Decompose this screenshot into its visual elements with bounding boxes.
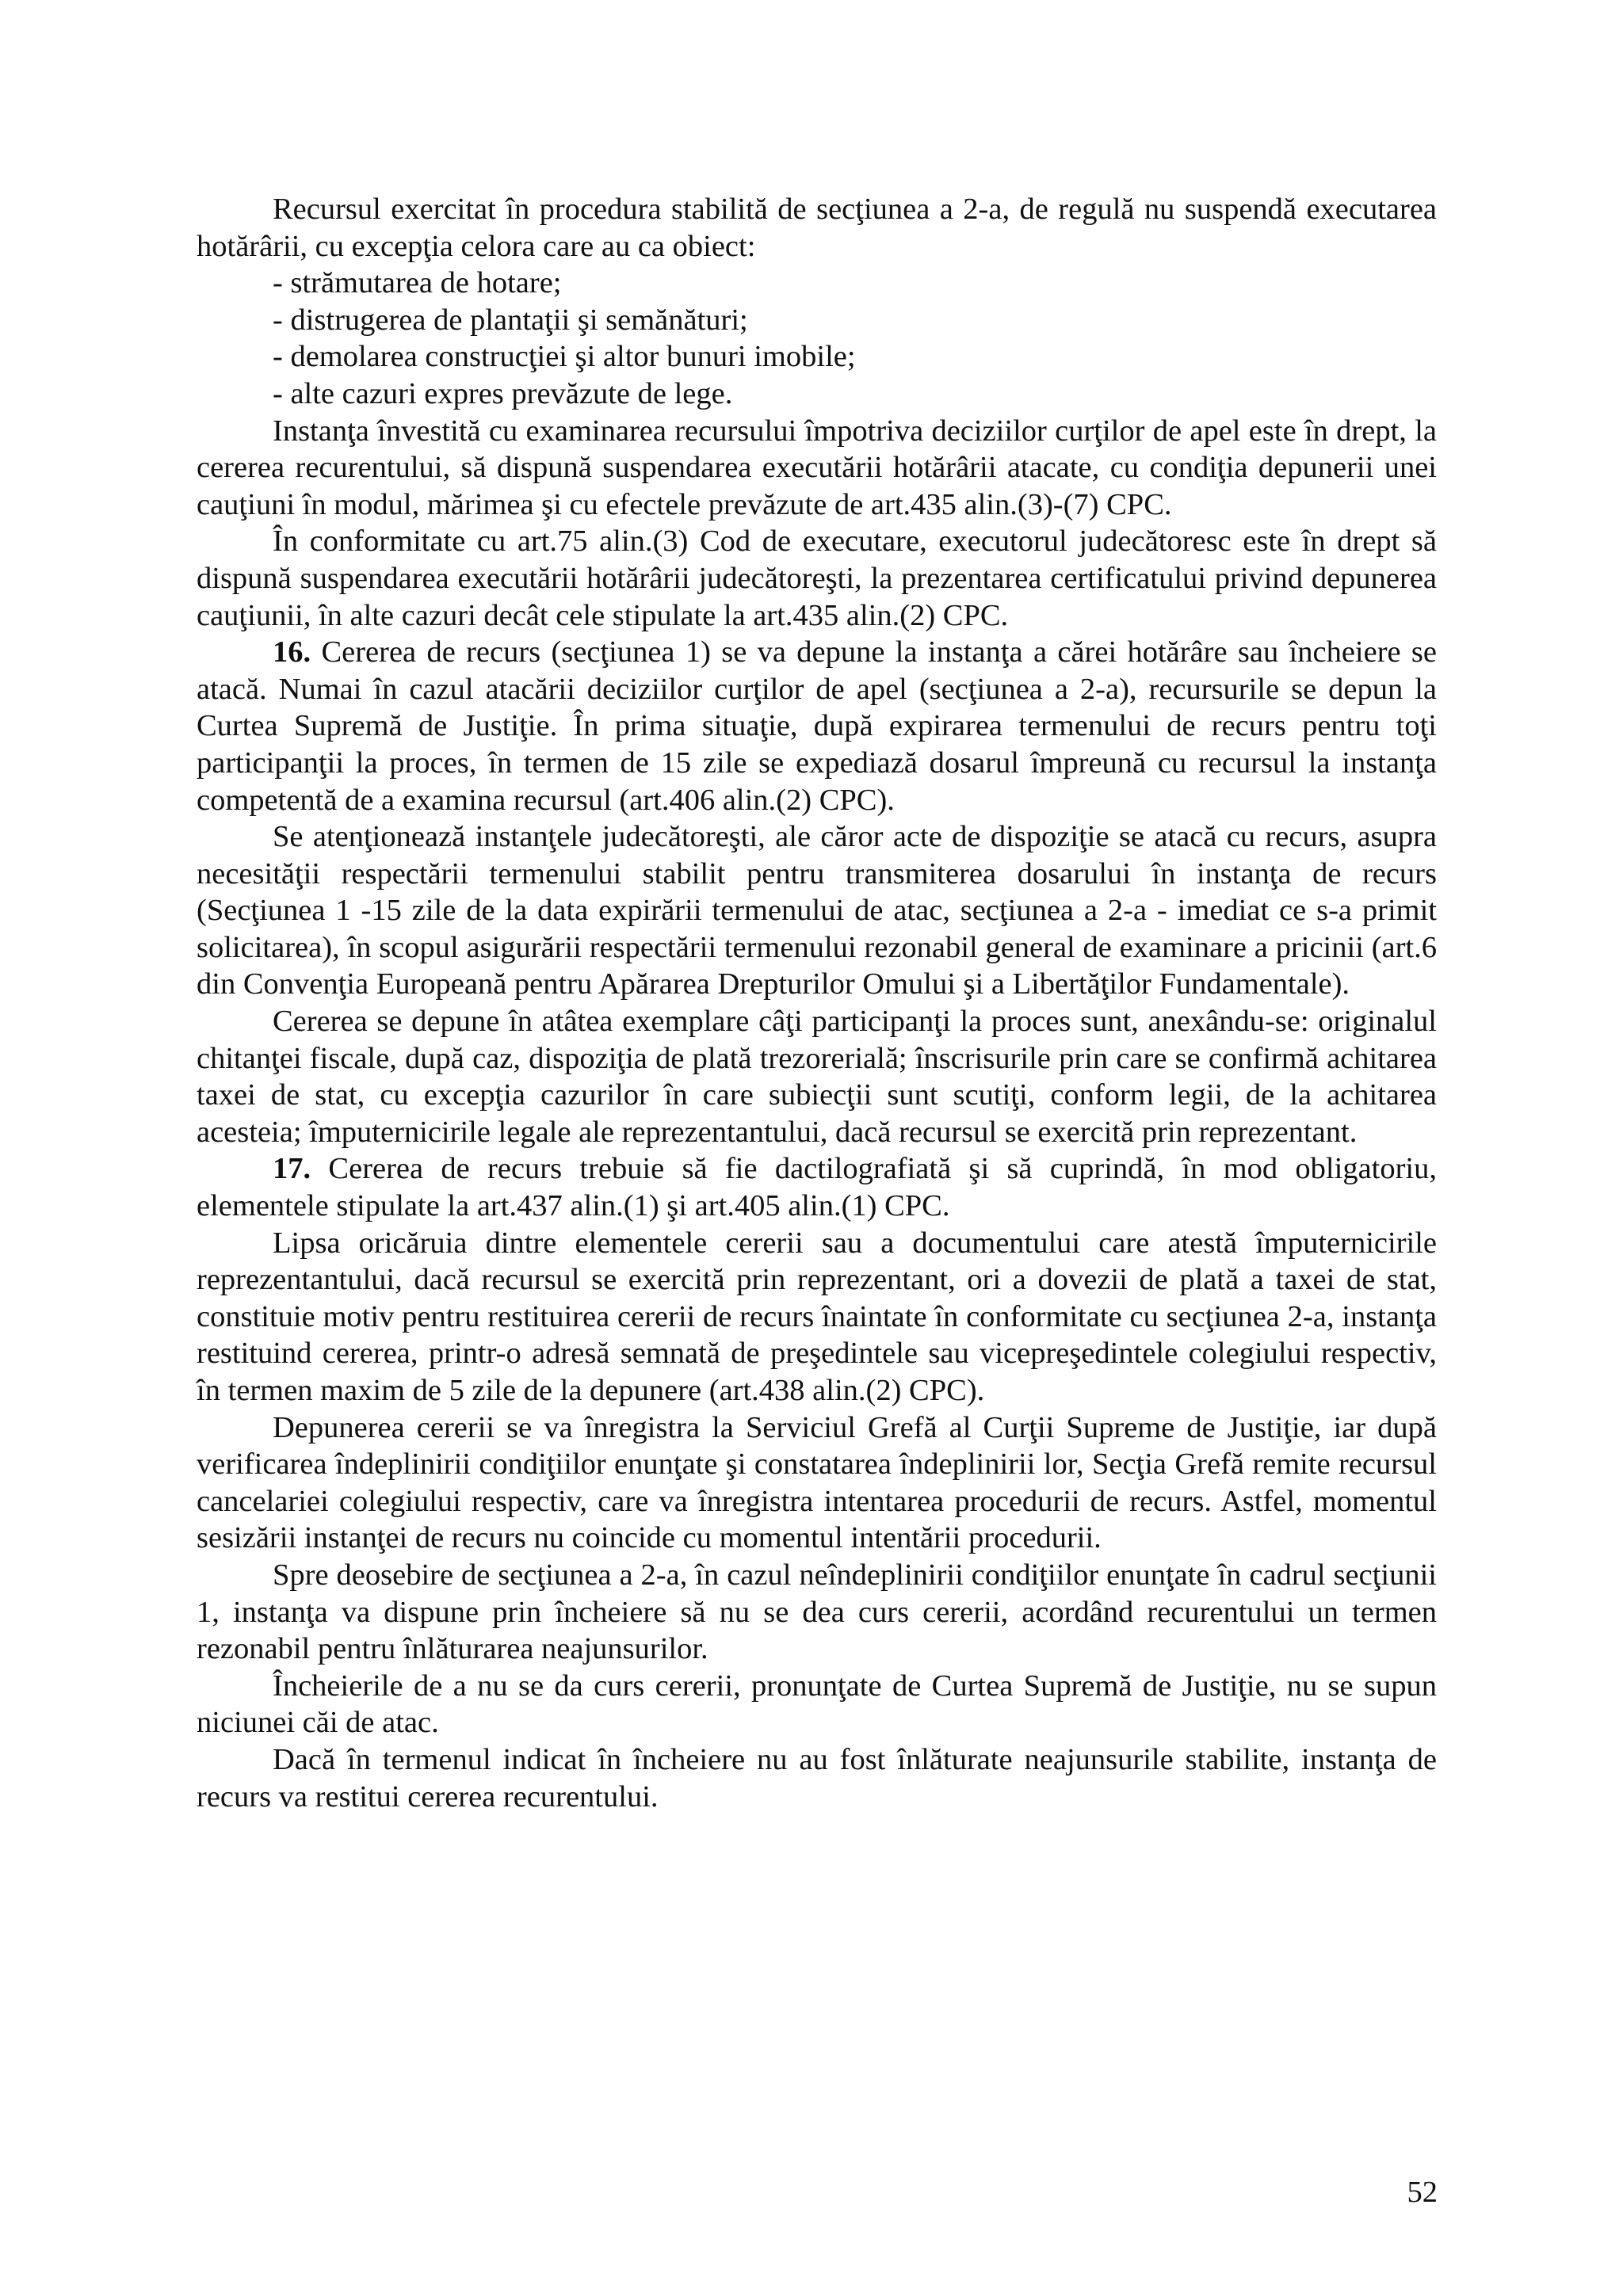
list-item [197,338,1437,376]
paragraph-text: Dacă în termenul indicat în încheiere nu au fost înlăturate neajunsurile stabilite, instanţa de recurs va restitui cererea recurentului. [197,1742,1437,1814]
list-item [197,302,1437,339]
paragraph-text: Cererea de recurs (secţiunea 1) se va depune la instanţa a cărei hotărâre sau încheiere se atacă. Numai în cazul atacării deciziilor curţilor de apel (secţiunea a 2-a), recursurile se depun la Curtea Supremă de Justiţie. În prima situaţie, după expirarea termenului de recurs pentru toţi participanţii la proces, în termen de 15 zile se expediază dosarul împreună cu recursul la instanţa competentă de a examina recursul (art.406 alin.(2) CPC). [197,635,1437,817]
paragraph [197,413,1437,524]
paragraph-text: Recursul exercitat în procedura stabilită de secţiunea a 2-a, de regulă nu suspendă executarea hotărârii, cu excepţia celora care au ca obiect: [197,193,1437,263]
list-item-text: - demolarea construcţiei şi altor bunuri imobile; [273,340,856,374]
paragraph [197,1557,1437,1668]
paragraph-text: Spre deosebire de secţiunea a 2-a, în cazul neîndeplinirii condiţiilor enunţate în cadrul secţiunii 1, instanţa va dispune prin încheiere să nu se dea curs cererii, acordând recurentului un termen rezonabil pentru înlăturarea neajunsurilor. [197,1558,1437,1666]
paragraph-text: Instanţa învestită cu examinarea recursului împotriva deciziilor curţilor de apel este în drept, la cererea recurentului, să dispună suspendarea executării hotărârii atacate, cu condiţia depunerii unei cauţiuni în modul, mărimea şi cu efectele prevăzute de art.435 alin.(3)-(7) CPC. [197,414,1437,521]
paragraph-16 [197,634,1437,818]
paragraph [197,1225,1437,1409]
page-number: 52 [1407,2176,1438,2209]
paragraph [197,523,1437,634]
paragraph-number: 16. [273,635,311,669]
paragraph-text: Încheierile de a nu se da curs cererii, pronunţate de Curtea Supremă de Justiţie, nu se supun niciunei căi de atac. [197,1669,1437,1740]
list-item-text: - distrugerea de plantaţii şi semănături; [273,303,748,337]
paragraph-17 [197,1150,1437,1224]
list-item-text: - alte cazuri expres prevăzute de lege. [273,376,733,410]
paragraph [197,1003,1437,1150]
paragraph [197,1741,1437,1815]
paragraph [197,1668,1437,1741]
list-item-text: - strămutarea de hotare; [273,266,562,300]
paragraph-text: Cererea se depune în atâtea exemplare câţi participanţi la proces sunt, anexându-se: originalul chitanţei fiscale, după caz, dispoziţia de plată trezorerială; înscrisurile prin care se confirmă achitarea taxei de stat, cu excepţia cazurilor în care subiecţii sunt scutiţi, conform legii, de la achitarea acesteia; împuternicirile legale ale reprezentantului, dacă recursul se exercită prin reprezentant. [197,1005,1437,1149]
paragraph-number: 17. [273,1152,311,1186]
paragraph [197,191,1437,265]
paragraph-text: Lipsa oricăruia dintre elementele cererii sau a documentului care atestă împuternicirile reprezentantului, dacă recursul se exercită prin reprezentant, ori a dovezii de plată a taxei de stat, constituie motiv pentru restituirea cererii de recurs înaintate în conformitate cu secţiunea 2-a, instanţa restituind cererea, printr-o adresă semnată de preşedintele sau vicepreşedintele colegiului respectiv, în termen maxim de 5 zile de la depunere (art.438 alin.(2) CPC). [197,1226,1437,1407]
paragraph-text: Se atenţionează instanţele judecătoreşti, ale căror acte de dispoziţie se atacă cu recurs, asupra necesităţii respectării termenului stabilit pentru transmiterea dosarului în instanţa de recurs (Secţiunea 1 -15 zile de la data expirării termenului de atac, secţiunea a 2-a - imediat ce s-a primit solicitarea), în scopul asigurării respectării termenului rezonabil general de examinare a pricinii (art.6 din Convenţia Europeană pentru Apărarea Drepturilor Omului şi a Libertăţilor Fundamentale). [197,820,1437,1001]
paragraph-text: Depunerea cererii se va înregistra la Serviciul Grefă al Curţii Supreme de Justiţie, iar după verificarea îndeplinirii condiţiilor enunţate şi constatarea îndeplinirii lor, Secţia Grefă remite recursul cancelariei colegiului respectiv, care va înregistra intentarea procedurii de recurs. Astfel, momentul sesizării instanţei de recurs nu coincide cu momentul intentării procedurii. [197,1410,1437,1555]
list-item [197,376,1437,413]
list-item [197,265,1437,302]
page-body [197,191,1437,1815]
paragraph-text: În conformitate cu art.75 alin.(3) Cod de executare, executorul judecătoresc este în drept să dispună suspendarea executării hotărârii judecătoreşti, la prezentarea certificatului privind depunerea cauţiunii, în alte cazuri decât cele stipulate la art.435 alin.(2) CPC. [197,524,1437,632]
paragraph [197,818,1437,1003]
paragraph [197,1409,1437,1557]
paragraph-text: Cererea de recurs trebuie să fie dactilografiată şi să cuprindă, în mod obligatoriu, elementele stipulate la art.437 alin.(1) şi art.405 alin.(1) CPC. [197,1152,1437,1223]
